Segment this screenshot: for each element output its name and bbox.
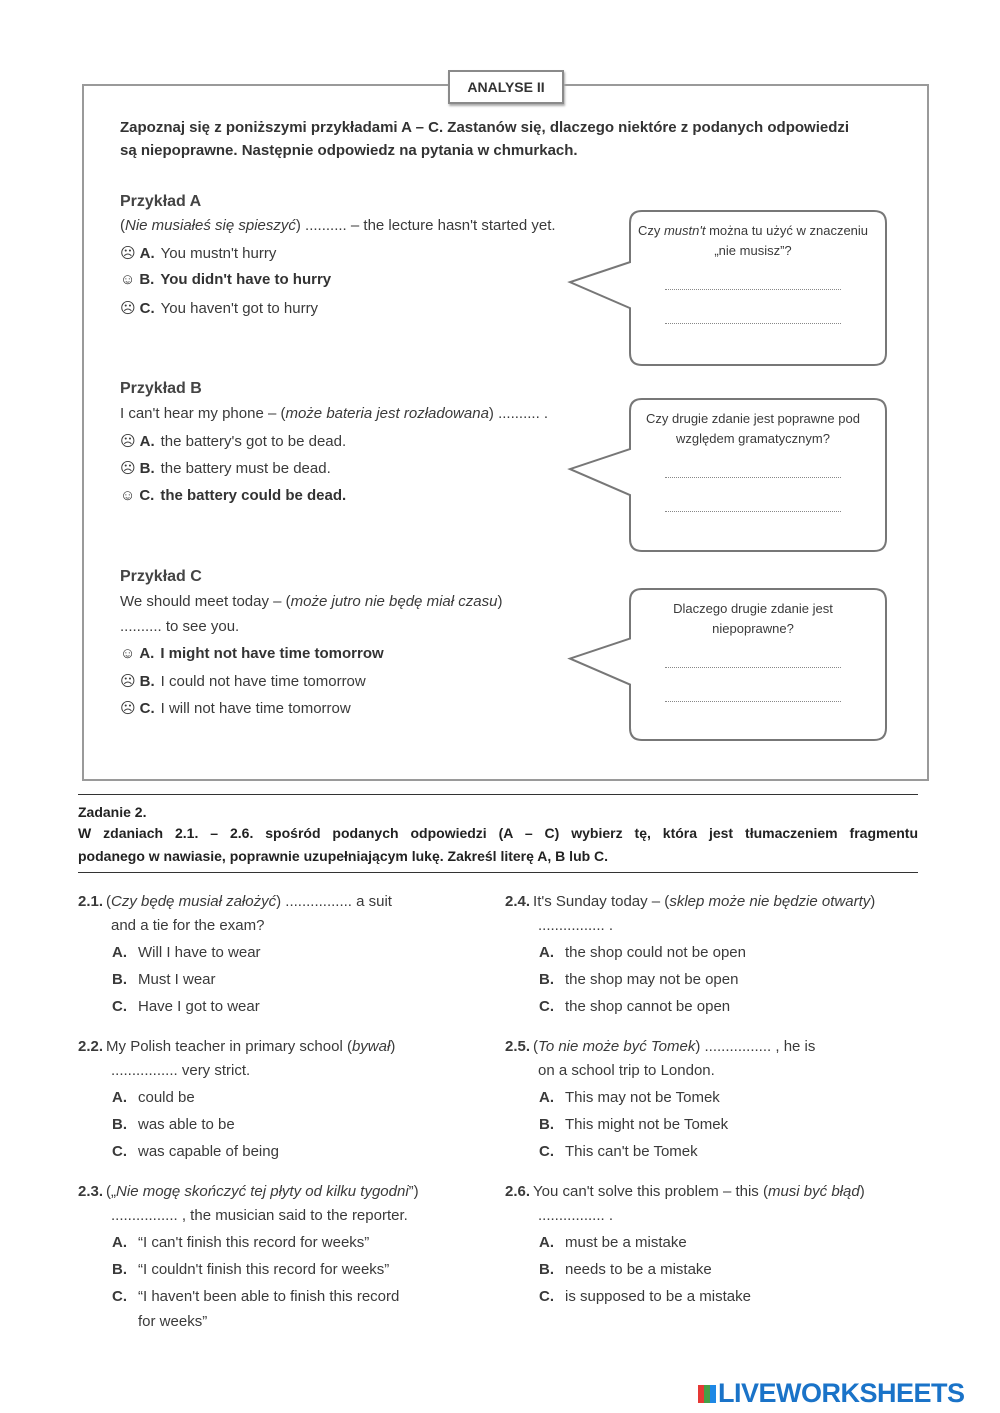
option-letter: A.: [139, 433, 155, 450]
option-letter: B.: [112, 971, 127, 988]
option-text: could be: [138, 1089, 195, 1106]
option-text: must be a mistake: [565, 1234, 687, 1251]
option-letter: C.: [139, 700, 155, 717]
answer-line[interactable]: [665, 323, 841, 324]
question-line2: and a tie for the exam?: [111, 917, 265, 934]
logo-text: LIVEWORKSHEETS: [718, 1378, 965, 1408]
answer-option[interactable]: [112, 1288, 399, 1305]
option-letter: A.: [139, 245, 155, 262]
smiley-happy-icon: ☺: [120, 645, 136, 662]
prompt-text: Czy drugie zdanie jest poprawne pod względem gramatycznym?: [646, 411, 860, 446]
option-text: You mustn't hurry: [160, 245, 277, 262]
answer-option[interactable]: [112, 998, 260, 1015]
prompt-text: ): [870, 893, 876, 910]
option-text: Have I got to wear: [138, 998, 260, 1015]
option-letter: A.: [539, 1089, 554, 1106]
option-text: is supposed to be a mistake: [565, 1288, 751, 1305]
example-heading: Przykład B: [120, 380, 202, 397]
option-letter: C.: [112, 998, 127, 1015]
question-line2: ................ , the musician said to the reporter.: [111, 1207, 408, 1224]
answer-option[interactable]: [539, 1143, 698, 1160]
question-prompt: [505, 1038, 815, 1055]
option-letter: A.: [112, 944, 127, 961]
option-text: the battery could be dead.: [160, 487, 347, 504]
option-letter: C.: [112, 1143, 127, 1160]
question-line2: on a school trip to London.: [538, 1062, 715, 1079]
prompt-text: można tu użyć w znaczeniu „nie musisz”?: [705, 223, 869, 258]
smiley-sad-icon: ☹: [120, 673, 136, 690]
option-text: the shop could not be open: [565, 944, 746, 961]
question-prompt: [78, 1038, 395, 1055]
liveworksheets-logo: [698, 1378, 965, 1409]
example-prompt: [120, 593, 502, 610]
answer-option[interactable]: [112, 1261, 389, 1278]
intro-line: są niepoprawne. Następnie odpowiedz na pytania w chmurkach.: [120, 142, 578, 159]
option-text: This might not be Tomek: [565, 1116, 729, 1133]
analyse-title: ANALYSE II: [448, 70, 564, 104]
option-letter: B.: [539, 1116, 554, 1133]
option-text: I will not have time tomorrow: [160, 700, 351, 717]
smiley-sad-icon: ☹: [120, 245, 136, 262]
example-prompt: [120, 217, 556, 234]
question-number: 2.1.: [78, 893, 104, 910]
answer-option[interactable]: [539, 1116, 728, 1133]
prompt-italic: Nie mogę skończyć tej płyty od kilku tygodni: [116, 1183, 409, 1200]
prompt-italic: musi być błąd: [767, 1183, 860, 1200]
answer-line[interactable]: [665, 289, 841, 290]
prompt-text: I can't hear my phone – (: [120, 405, 286, 422]
example-option: [120, 672, 366, 690]
example-option: [120, 271, 331, 288]
smiley-sad-icon: ☹: [120, 300, 136, 317]
example-option: [120, 645, 384, 662]
task-instructions: W zdaniach 2.1. – 2.6. spośród podanych odpowiedzi (A – C) wybierz tę, która jest tłumaczeniem fragmentu: [78, 825, 918, 841]
task-title: Zadanie 2.: [78, 804, 147, 820]
option-text: was capable of being: [138, 1143, 279, 1160]
intro-line: Zapoznaj się z poniższymi przykładami A – C. Zastanów się, dlaczego niektóre z podanych odpowiedzi: [120, 119, 850, 136]
prompt-italic: sklep może nie będzie otwarty: [669, 893, 871, 910]
answer-option[interactable]: [539, 998, 730, 1015]
answer-option[interactable]: [539, 1288, 751, 1305]
prompt-text: (: [120, 217, 125, 234]
option-text: You didn't have to hurry: [160, 271, 332, 288]
option-letter: A.: [539, 944, 554, 961]
option-text: This may not be Tomek: [565, 1089, 720, 1106]
example-option: [120, 432, 346, 450]
question-number: 2.4.: [505, 893, 531, 910]
option-text: You haven't got to hurry: [160, 300, 319, 317]
option-text: “I can't finish this record for weeks”: [138, 1234, 370, 1251]
example-option: [120, 459, 331, 477]
logo-icon: [698, 1385, 716, 1403]
example-option: [120, 299, 318, 317]
question-line2: ................ .: [538, 1207, 614, 1224]
option-text: the battery's got to be dead.: [160, 433, 347, 450]
prompt-text: ) .......... – the lecture hasn't started yet.: [295, 217, 556, 234]
prompt-italic: To nie może być Tomek: [538, 1038, 696, 1055]
bubble-question: [633, 599, 873, 639]
prompt-text: It's Sunday today – (: [533, 893, 670, 910]
option-text-line2: for weeks”: [138, 1313, 208, 1330]
option-letter: C.: [112, 1288, 127, 1305]
answer-option[interactable]: [539, 1234, 687, 1251]
prompt-text: ): [497, 593, 503, 610]
option-letter: B.: [139, 271, 155, 288]
prompt-text: ”): [408, 1183, 419, 1200]
answer-option[interactable]: [112, 1089, 195, 1106]
option-letter: B.: [112, 1261, 127, 1278]
answer-option[interactable]: [539, 1089, 720, 1106]
question-prompt: [505, 1183, 865, 1200]
option-text: “I haven't been able to finish this record: [138, 1288, 400, 1305]
option-text: the shop may not be open: [565, 971, 739, 988]
option-text: was able to be: [138, 1116, 235, 1133]
option-text: I might not have time tomorrow: [160, 645, 384, 662]
option-letter: C.: [539, 998, 554, 1015]
answer-line[interactable]: [665, 477, 841, 478]
option-letter: C.: [139, 487, 155, 504]
example-option: [120, 244, 276, 262]
prompt-italic: Nie musiałeś się spieszyć: [125, 217, 296, 234]
question-line2: ................ .: [538, 917, 614, 934]
answer-option[interactable]: [112, 944, 261, 961]
question-number: 2.2.: [78, 1038, 104, 1055]
prompt-text: ) .......... .: [488, 405, 549, 422]
prompt-text: We should meet today – (: [120, 593, 291, 610]
example-heading: Przykład A: [120, 193, 202, 210]
answer-option[interactable]: [539, 971, 738, 988]
example-heading: Przykład C: [120, 568, 202, 585]
question-line2: ................ very strict.: [111, 1062, 251, 1079]
prompt-text: Czy: [637, 223, 664, 238]
answer-line[interactable]: [665, 511, 841, 512]
smiley-sad-icon: ☹: [120, 433, 136, 450]
divider: [78, 794, 918, 795]
answer-option[interactable]: [112, 1234, 369, 1251]
option-letter: A.: [112, 1089, 127, 1106]
answer-option[interactable]: [539, 1261, 712, 1278]
question-prompt: [78, 893, 392, 910]
divider: [78, 872, 918, 873]
answer-option[interactable]: [112, 1143, 279, 1160]
task-instructions: podanego w nawiasie, poprawnie uzupełniającym lukę. Zakreśl literę A, B lub C.: [78, 848, 609, 864]
bubble-question: [633, 409, 873, 449]
option-letter: A.: [112, 1234, 127, 1251]
prompt-text: ): [859, 1183, 865, 1200]
answer-option[interactable]: [112, 1116, 235, 1133]
smiley-happy-icon: ☺: [120, 271, 136, 288]
smiley-sad-icon: ☹: [120, 700, 136, 717]
option-letter: B.: [539, 971, 554, 988]
option-letter: B.: [139, 460, 155, 477]
prompt-text: („: [106, 1183, 117, 1200]
option-letter: C.: [539, 1143, 554, 1160]
prompt-italic: może bateria jest rozładowana: [285, 405, 489, 422]
option-text: “I couldn't finish this record for weeks”: [138, 1261, 390, 1278]
prompt-italic: mustn't: [663, 223, 706, 238]
option-text: the shop cannot be open: [565, 998, 731, 1015]
question-number: 2.5.: [505, 1038, 531, 1055]
prompt-italic: bywał: [351, 1038, 391, 1055]
option-letter: A.: [139, 645, 155, 662]
option-text: Will I have to wear: [138, 944, 261, 961]
example-prompt: [120, 405, 548, 422]
prompt-text: You can't solve this problem – this (: [533, 1183, 768, 1200]
prompt-text: (: [106, 893, 112, 910]
answer-option[interactable]: [112, 971, 216, 988]
option-letter: C.: [139, 300, 155, 317]
option-letter: A.: [539, 1234, 554, 1251]
example-option: [120, 699, 351, 717]
question-number: 2.6.: [505, 1183, 531, 1200]
question-number: 2.3.: [78, 1183, 104, 1200]
prompt-text: ) ................ a suit: [276, 893, 392, 910]
option-letter: B.: [539, 1261, 554, 1278]
option-letter: B.: [139, 673, 155, 690]
answer-line[interactable]: [665, 701, 841, 702]
answer-line[interactable]: [665, 667, 841, 668]
prompt-text: (: [533, 1038, 539, 1055]
option-text: I could not have time tomorrow: [160, 673, 366, 690]
option-letter: C.: [539, 1288, 554, 1305]
prompt-text: ): [390, 1038, 396, 1055]
option-text: This can't be Tomek: [565, 1143, 698, 1160]
option-text: Must I wear: [138, 971, 216, 988]
option-text: the battery must be dead.: [160, 460, 331, 477]
smiley-happy-icon: ☺: [120, 487, 136, 504]
prompt-text: ) ................ , he is: [695, 1038, 816, 1055]
option-text: needs to be a mistake: [565, 1261, 712, 1278]
example-prompt-line2: .......... to see you.: [120, 618, 240, 635]
bubble-question: [633, 221, 873, 261]
example-option: [120, 487, 346, 504]
question-prompt: [78, 1183, 419, 1200]
prompt-italic: Czy będę musiał założyć: [111, 893, 277, 910]
option-letter: B.: [112, 1116, 127, 1133]
question-prompt: [505, 893, 875, 910]
smiley-sad-icon: ☹: [120, 460, 136, 477]
answer-option[interactable]: [539, 944, 746, 961]
prompt-italic: może jutro nie będę miał czasu: [290, 593, 498, 610]
prompt-text: My Polish teacher in primary school (: [106, 1038, 352, 1055]
prompt-text: Dlaczego drugie zdanie jest niepoprawne?: [673, 601, 833, 636]
